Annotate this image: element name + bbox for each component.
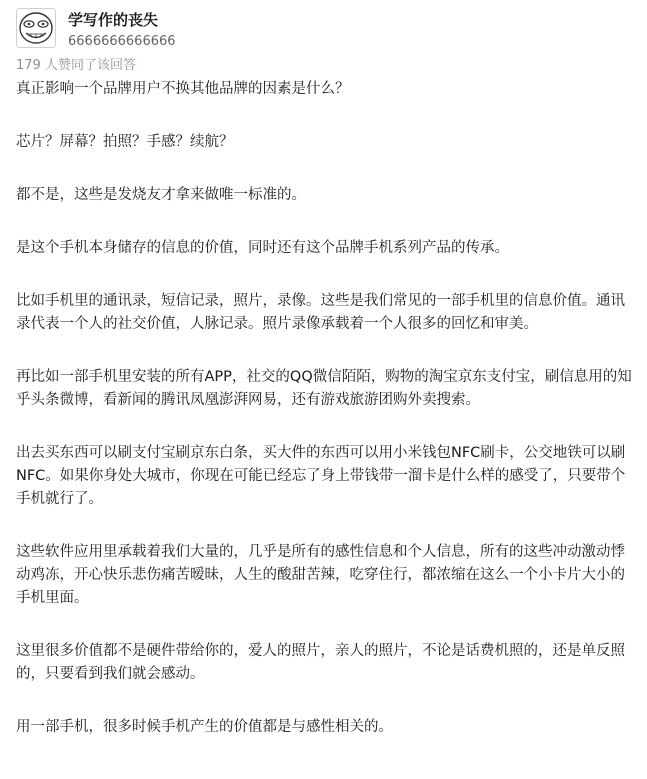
answer-paragraph: 这些软件应用里承载着我们大量的，几乎是所有的感性信息和个人信息，所有的这些冲动激动悸动鸡冻，开心快乐悲伤痛苦暧昧，人生的酸甜苦辣，吃穿住行，都浓缩在这么一个小卡片大小的手机里面。 — [16, 544, 625, 606]
answer-paragraph: 用一部手机，很多时候手机产生的价值都是与感性相关的。 — [16, 719, 393, 735]
troll-face-avatar-icon — [17, 9, 55, 47]
answer-paragraph: 是这个手机本身储存的信息的价值，同时还有这个品牌手机系列产品的传承。 — [16, 240, 509, 256]
answer-paragraph: 都不是，这些是发烧友才拿来做唯一标准的。 — [16, 187, 306, 203]
answer-content — [16, 78, 636, 769]
author-info — [68, 8, 176, 51]
answer-paragraph: 比如手机里的通讯录，短信记录，照片，录像。这些是我们常见的一部手机里的信息价值。通讯录代表一个人的社交价值，人脉记录。照片录像承载着一个人很多的回忆和审美。 — [16, 293, 625, 332]
answer-paragraph: 出去买东西可以刷支付宝刷京东白条，买大件的东西可以用小米钱包NFC刷卡，公交地铁可以刷NFC。如果你身处大城市，你现在可能已经忘了身上带钱带一溜卡是什么样的感受了，只要带个手机就行了。 — [16, 445, 626, 507]
author-bio: 6666666666666 — [68, 34, 176, 49]
answer-paragraph: 这里很多价值都不是硬件带给你的，爱人的照片，亲人的照片，不论是话费机照的，还是单反照的，只要看到我们就会感动。 — [16, 643, 625, 682]
answer-paragraph: 芯片？屏幕？拍照？手感？续航？ — [16, 134, 234, 150]
avatar[interactable] — [16, 8, 56, 48]
answer-author-header — [16, 8, 176, 50]
vote-count: 179 人赞同了该回答 — [16, 58, 136, 73]
answer-paragraph: 再比如一部手机里安装的所有APP，社交的QQ微信陌陌，购物的淘宝京东支付宝，刷信息用的知乎头条微博，看新闻的腾讯凤凰澎湃网易，还有游戏旅游团购外卖搜索。 — [16, 369, 632, 408]
author-name[interactable]: 学写作的丧失 — [68, 11, 159, 29]
answer-paragraph: 真正影响一个品牌用户不换其他品牌的因素是什么？ — [16, 81, 350, 97]
